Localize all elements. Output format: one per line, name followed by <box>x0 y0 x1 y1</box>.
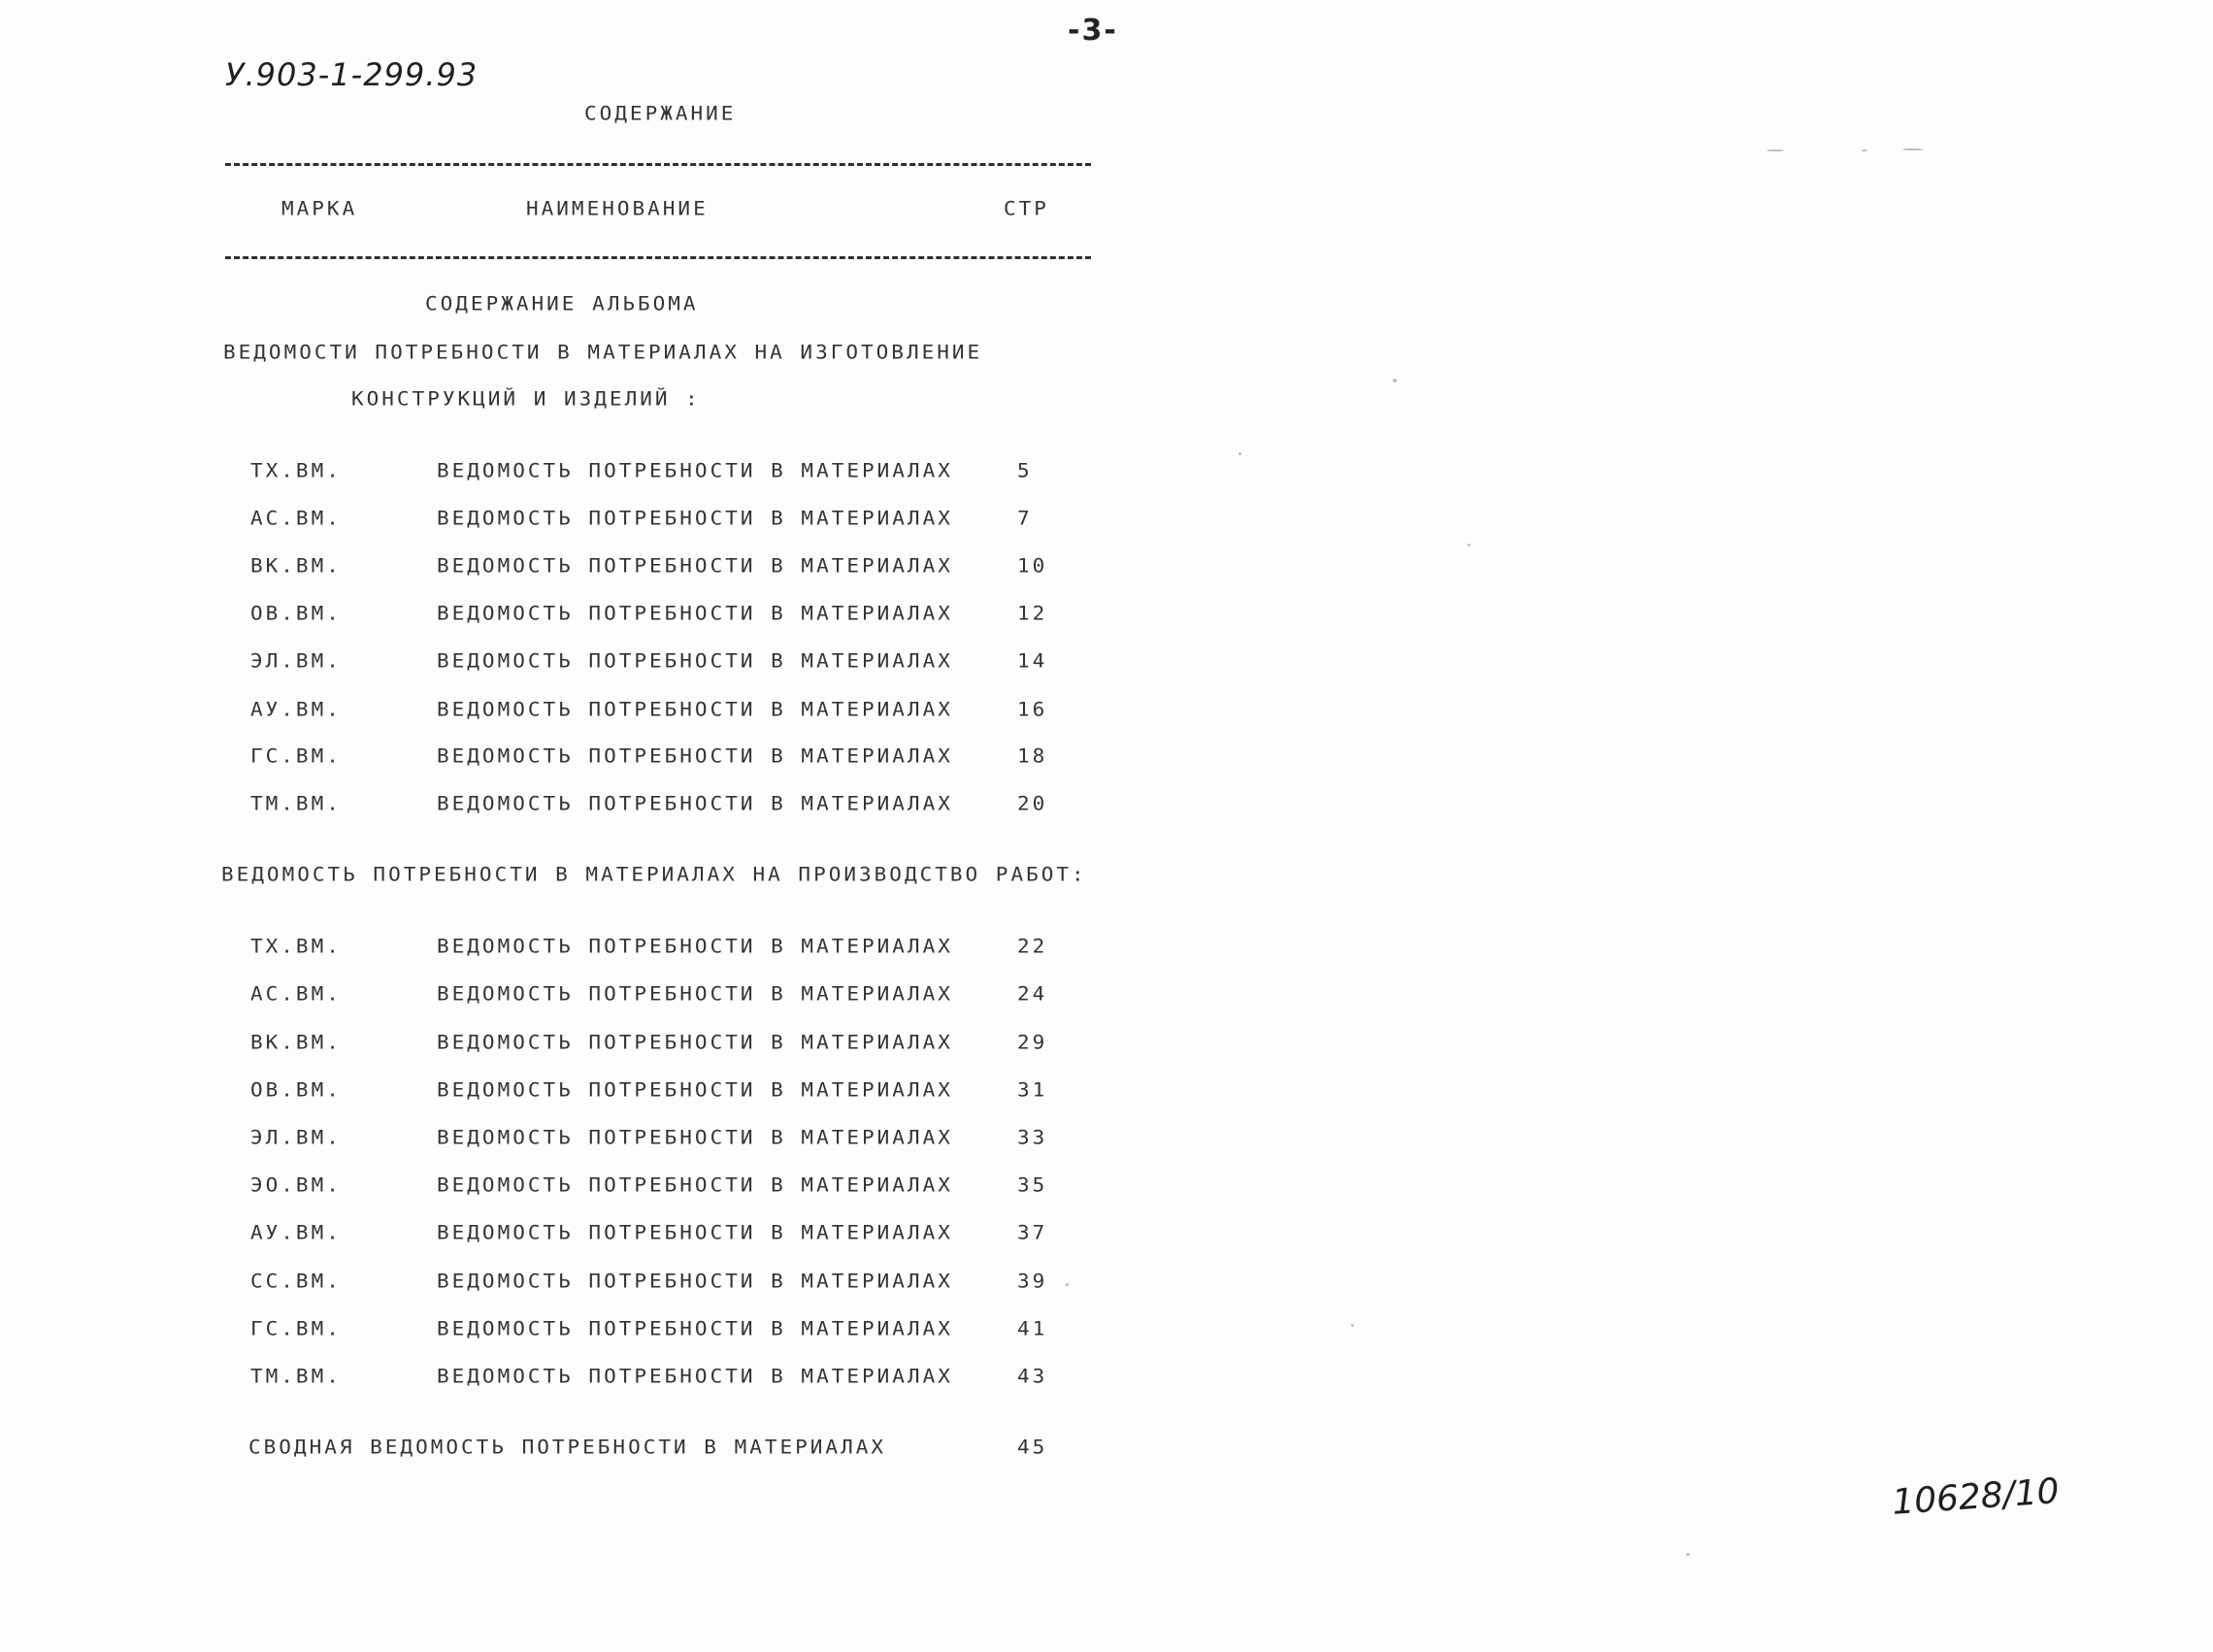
row-page: 43 <box>1017 1366 1048 1388</box>
summary-page: 45 <box>1017 1437 1048 1459</box>
column-header-name: НАИМЕНОВАНИЕ <box>526 198 709 220</box>
row-code: ГС.ВМ. <box>250 1318 342 1340</box>
row-code: ВК.ВМ. <box>250 555 342 578</box>
row-code: ТХ.ВМ. <box>250 936 342 958</box>
row-page: 22 <box>1017 936 1048 958</box>
page-number: -3- <box>1068 14 1118 48</box>
scan-speck <box>1902 149 1924 150</box>
row-name: ВЕДОМОСТЬ ПОТРЕБНОСТИ В МАТЕРИАЛАХ <box>437 699 953 721</box>
row-code: АУ.ВМ. <box>250 1222 342 1244</box>
row-code: ОВ.ВМ. <box>250 1079 342 1102</box>
row-page: 33 <box>1017 1127 1048 1149</box>
row-code: ОВ.ВМ. <box>250 603 342 625</box>
row-page: 41 <box>1017 1318 1048 1340</box>
row-code: ТМ.ВМ. <box>250 1366 342 1388</box>
header-rule-top <box>225 163 1091 166</box>
section1-heading-line1: ВЕДОМОСТИ ПОТРЕБНОСТИ В МАТЕРИАЛАХ НА ИЗГОТОВЛЕНИЕ <box>223 342 983 364</box>
row-name: ВЕДОМОСТЬ ПОТРЕБНОСТИ В МАТЕРИАЛАХ <box>437 936 953 958</box>
row-page: 37 <box>1017 1222 1048 1244</box>
row-name: ВЕДОМОСТЬ ПОТРЕБНОСТИ В МАТЕРИАЛАХ <box>437 1366 953 1388</box>
page-title: СОДЕРЖАНИЕ <box>584 103 737 125</box>
row-name: ВЕДОМОСТЬ ПОТРЕБНОСТИ В МАТЕРИАЛАХ <box>437 460 953 482</box>
row-code: ВК.ВМ. <box>250 1032 342 1054</box>
row-page: 12 <box>1017 603 1048 625</box>
row-code: ЭО.ВМ. <box>250 1174 342 1197</box>
row-page: 39 <box>1017 1271 1048 1293</box>
scan-speck <box>1686 1553 1690 1556</box>
row-name: ВЕДОМОСТЬ ПОТРЕБНОСТИ В МАТЕРИАЛАХ <box>437 508 953 530</box>
row-page: 14 <box>1017 650 1048 673</box>
row-name: ВЕДОМОСТЬ ПОТРЕБНОСТИ В МАТЕРИАЛАХ <box>437 555 953 578</box>
row-code: АУ.ВМ. <box>250 699 342 721</box>
row-page: 29 <box>1017 1032 1048 1054</box>
summary-name: СВОДНАЯ ВЕДОМОСТЬ ПОТРЕБНОСТИ В МАТЕРИАЛАХ <box>248 1437 887 1459</box>
scan-speck <box>1351 1324 1354 1327</box>
row-name: ВЕДОМОСТЬ ПОТРЕБНОСТИ В МАТЕРИАЛАХ <box>437 1032 953 1054</box>
header-rule-bottom <box>225 256 1091 259</box>
scan-speck <box>1066 1283 1069 1286</box>
row-name: ВЕДОМОСТЬ ПОТРЕБНОСТИ В МАТЕРИАЛАХ <box>437 1079 953 1102</box>
row-page: 5 <box>1017 460 1033 482</box>
row-page: 35 <box>1017 1174 1048 1197</box>
row-page: 10 <box>1017 555 1048 578</box>
row-name: ВЕДОМОСТЬ ПОТРЕБНОСТИ В МАТЕРИАЛАХ <box>437 1318 953 1340</box>
row-name: ВЕДОМОСТЬ ПОТРЕБНОСТИ В МАТЕРИАЛАХ <box>437 983 953 1006</box>
row-name: ВЕДОМОСТЬ ПОТРЕБНОСТИ В МАТЕРИАЛАХ <box>437 603 953 625</box>
row-code: АС.ВМ. <box>250 508 342 530</box>
row-code: ТМ.ВМ. <box>250 793 342 815</box>
row-page: 7 <box>1017 508 1033 530</box>
row-name: ВЕДОМОСТЬ ПОТРЕБНОСТИ В МАТЕРИАЛАХ <box>437 745 953 768</box>
row-name: ВЕДОМОСТЬ ПОТРЕБНОСТИ В МАТЕРИАЛАХ <box>437 1127 953 1149</box>
row-page: 16 <box>1017 699 1048 721</box>
document-code: У.903-1-299.93 <box>225 56 479 93</box>
row-code: АС.ВМ. <box>250 983 342 1006</box>
row-name: ВЕДОМОСТЬ ПОТРЕБНОСТИ В МАТЕРИАЛАХ <box>437 1222 953 1244</box>
scan-speck <box>1862 149 1867 151</box>
scan-speck <box>1393 379 1397 382</box>
column-header-page: СТР <box>1004 198 1049 220</box>
row-code: ГС.ВМ. <box>250 745 342 768</box>
section2-heading: ВЕДОМОСТЬ ПОТРЕБНОСТИ В МАТЕРИАЛАХ НА ПРОИЗВОДСТВО РАБОТ: <box>221 864 1087 886</box>
row-code: ЭЛ.ВМ. <box>250 650 342 673</box>
row-page: 24 <box>1017 983 1048 1006</box>
scan-speck <box>1239 452 1241 455</box>
scan-speck <box>1767 149 1784 151</box>
scan-speck <box>1468 544 1470 546</box>
section1-heading-line2: КОНСТРУКЦИЙ И ИЗДЕЛИЙ : <box>351 388 701 411</box>
inventory-number: 10628/10 <box>1891 1470 2061 1523</box>
row-page: 31 <box>1017 1079 1048 1102</box>
row-name: ВЕДОМОСТЬ ПОТРЕБНОСТИ В МАТЕРИАЛАХ <box>437 1174 953 1197</box>
row-name: ВЕДОМОСТЬ ПОТРЕБНОСТИ В МАТЕРИАЛАХ <box>437 793 953 815</box>
row-name: ВЕДОМОСТЬ ПОТРЕБНОСТИ В МАТЕРИАЛАХ <box>437 650 953 673</box>
row-code: СС.ВМ. <box>250 1271 342 1293</box>
column-header-mark: МАРКА <box>281 198 358 220</box>
row-page: 18 <box>1017 745 1048 768</box>
album-heading: СОДЕРЖАНИЕ АЛЬБОМА <box>425 293 699 315</box>
row-name: ВЕДОМОСТЬ ПОТРЕБНОСТИ В МАТЕРИАЛАХ <box>437 1271 953 1293</box>
row-code: ЭЛ.ВМ. <box>250 1127 342 1149</box>
row-page: 20 <box>1017 793 1048 815</box>
row-code: ТХ.ВМ. <box>250 460 342 482</box>
